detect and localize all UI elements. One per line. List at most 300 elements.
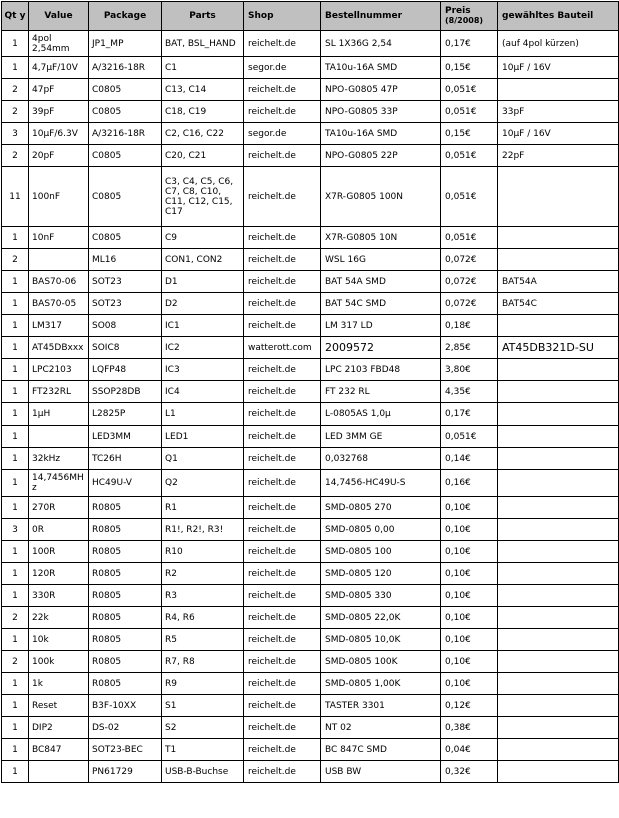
table-row xyxy=(2,31,619,57)
cell-parts: C18, C19 xyxy=(162,101,244,123)
cell-bestellnummer: NPO-G0805 33P xyxy=(321,101,441,123)
cell-gewaehltes-bauteil: AT45DB321D-SU xyxy=(498,337,619,359)
cell-parts: LED1 xyxy=(162,426,244,448)
cell-parts: C2, C16, C22 xyxy=(162,123,244,145)
table-row xyxy=(2,79,619,101)
cell-package: R0805 xyxy=(89,519,162,541)
cell-value: 330R xyxy=(29,585,89,607)
cell-value: 10µF/6.3V xyxy=(29,123,89,145)
cell-preis: 0,051€ xyxy=(441,145,498,167)
cell-shop: reichelt.de xyxy=(244,717,321,739)
cell-qty: 2 xyxy=(2,145,29,167)
cell-value: BAS70-06 xyxy=(29,271,89,293)
cell-shop: reichelt.de xyxy=(244,585,321,607)
cell-parts: IC4 xyxy=(162,381,244,403)
cell-value: LPC2103 xyxy=(29,359,89,381)
cell-package: DS-02 xyxy=(89,717,162,739)
cell-preis: 0,072€ xyxy=(441,293,498,315)
cell-bestellnummer: 2009572 xyxy=(321,337,441,359)
cell-gewaehltes-bauteil xyxy=(498,227,619,249)
cell-bestellnummer: SMD-0805 330 xyxy=(321,585,441,607)
table-row xyxy=(2,739,619,761)
cell-package: SSOP28DB xyxy=(89,381,162,403)
cell-bestellnummer: WSL 16G xyxy=(321,249,441,271)
cell-package: R0805 xyxy=(89,673,162,695)
cell-preis: 0,10€ xyxy=(441,629,498,651)
cell-gewaehltes-bauteil xyxy=(498,761,619,783)
cell-bestellnummer: 0,032768 xyxy=(321,448,441,470)
cell-value: 10nF xyxy=(29,227,89,249)
cell-gewaehltes-bauteil xyxy=(498,651,619,673)
cell-parts: IC1 xyxy=(162,315,244,337)
cell-shop: reichelt.de xyxy=(244,519,321,541)
cell-package: R0805 xyxy=(89,607,162,629)
cell-preis: 0,051€ xyxy=(441,79,498,101)
cell-bestellnummer: SMD-0805 120 xyxy=(321,563,441,585)
table-row xyxy=(2,695,619,717)
cell-bestellnummer: LPC 2103 FBD48 xyxy=(321,359,441,381)
cell-gewaehltes-bauteil: 22pF xyxy=(498,145,619,167)
cell-qty: 1 xyxy=(2,381,29,403)
cell-gewaehltes-bauteil xyxy=(498,695,619,717)
cell-package: C0805 xyxy=(89,101,162,123)
cell-parts: S2 xyxy=(162,717,244,739)
cell-package: TC26H xyxy=(89,448,162,470)
cell-value: 100k xyxy=(29,651,89,673)
cell-gewaehltes-bauteil: BAT54A xyxy=(498,271,619,293)
cell-value xyxy=(29,426,89,448)
cell-gewaehltes-bauteil xyxy=(498,541,619,563)
cell-shop: reichelt.de xyxy=(244,381,321,403)
cell-parts: R10 xyxy=(162,541,244,563)
header-preis-label: Preis xyxy=(445,6,471,16)
cell-preis: 0,15€ xyxy=(441,57,498,79)
cell-value: 100R xyxy=(29,541,89,563)
cell-shop: reichelt.de xyxy=(244,403,321,426)
cell-shop: segor.de xyxy=(244,123,321,145)
cell-gewaehltes-bauteil xyxy=(498,403,619,426)
cell-package: R0805 xyxy=(89,585,162,607)
cell-value: 1k xyxy=(29,673,89,695)
cell-qty: 3 xyxy=(2,123,29,145)
cell-bestellnummer: SMD-0805 100 xyxy=(321,541,441,563)
cell-value: 47pF xyxy=(29,79,89,101)
cell-preis: 0,04€ xyxy=(441,739,498,761)
cell-value: FT232RL xyxy=(29,381,89,403)
cell-gewaehltes-bauteil: 33pF xyxy=(498,101,619,123)
cell-value: AT45DBxxx xyxy=(29,337,89,359)
cell-shop: reichelt.de xyxy=(244,227,321,249)
cell-parts: D1 xyxy=(162,271,244,293)
cell-qty: 1 xyxy=(2,497,29,519)
header-preis xyxy=(441,2,498,31)
cell-value: BC847 xyxy=(29,739,89,761)
cell-preis: 0,14€ xyxy=(441,448,498,470)
cell-value: 4pol 2,54mm xyxy=(29,31,89,57)
header-gewaehltes-bauteil: gewähltes Bauteil xyxy=(498,2,619,31)
cell-value: 4,7µF/10V xyxy=(29,57,89,79)
table-row xyxy=(2,761,619,783)
table-row xyxy=(2,673,619,695)
cell-package: R0805 xyxy=(89,629,162,651)
header-preis-date: (8/2008) xyxy=(445,16,484,25)
cell-parts: USB-B-Buchse xyxy=(162,761,244,783)
cell-shop: reichelt.de xyxy=(244,79,321,101)
cell-bestellnummer: LM 317 LD xyxy=(321,315,441,337)
cell-preis: 0,10€ xyxy=(441,519,498,541)
cell-bestellnummer: SMD-0805 1,00K xyxy=(321,673,441,695)
cell-qty: 1 xyxy=(2,315,29,337)
cell-qty: 1 xyxy=(2,293,29,315)
cell-parts: D2 xyxy=(162,293,244,315)
cell-value: 39pF xyxy=(29,101,89,123)
table-row xyxy=(2,448,619,470)
cell-preis: 0,10€ xyxy=(441,541,498,563)
cell-bestellnummer: NT 02 xyxy=(321,717,441,739)
cell-bestellnummer: TA10u-16A SMD xyxy=(321,57,441,79)
cell-bestellnummer: TASTER 3301 xyxy=(321,695,441,717)
cell-bestellnummer: SMD-0805 100K xyxy=(321,651,441,673)
bom-table xyxy=(1,1,619,783)
cell-package: R0805 xyxy=(89,541,162,563)
cell-shop: reichelt.de xyxy=(244,541,321,563)
header-row xyxy=(2,2,619,31)
cell-value: LM317 xyxy=(29,315,89,337)
cell-gewaehltes-bauteil xyxy=(498,448,619,470)
cell-bestellnummer: SMD-0805 270 xyxy=(321,497,441,519)
cell-package: B3F-10XX xyxy=(89,695,162,717)
cell-gewaehltes-bauteil xyxy=(498,167,619,227)
table-row xyxy=(2,470,619,497)
table-row xyxy=(2,293,619,315)
cell-qty: 1 xyxy=(2,359,29,381)
cell-parts: R1!, R2!, R3! xyxy=(162,519,244,541)
cell-gewaehltes-bauteil xyxy=(498,381,619,403)
cell-qty: 1 xyxy=(2,448,29,470)
cell-package: PN61729 xyxy=(89,761,162,783)
cell-value: 270R xyxy=(29,497,89,519)
header-bestellnummer: Bestellnummer xyxy=(321,2,441,31)
cell-shop: reichelt.de xyxy=(244,167,321,227)
cell-value: 22k xyxy=(29,607,89,629)
cell-gewaehltes-bauteil xyxy=(498,585,619,607)
table-row xyxy=(2,629,619,651)
cell-parts: R9 xyxy=(162,673,244,695)
cell-value: 0R xyxy=(29,519,89,541)
cell-gewaehltes-bauteil xyxy=(498,497,619,519)
cell-parts: C1 xyxy=(162,57,244,79)
cell-gewaehltes-bauteil xyxy=(498,607,619,629)
cell-shop: reichelt.de xyxy=(244,629,321,651)
cell-shop: reichelt.de xyxy=(244,695,321,717)
table-row xyxy=(2,145,619,167)
table-row xyxy=(2,101,619,123)
cell-package: R0805 xyxy=(89,651,162,673)
cell-shop: reichelt.de xyxy=(244,470,321,497)
cell-shop: reichelt.de xyxy=(244,607,321,629)
cell-preis: 0,10€ xyxy=(441,563,498,585)
cell-bestellnummer: BAT 54C SMD xyxy=(321,293,441,315)
cell-parts: C20, C21 xyxy=(162,145,244,167)
cell-value xyxy=(29,249,89,271)
cell-qty: 1 xyxy=(2,563,29,585)
cell-value: DIP2 xyxy=(29,717,89,739)
table-row xyxy=(2,607,619,629)
cell-bestellnummer: BC 847C SMD xyxy=(321,739,441,761)
cell-preis: 0,32€ xyxy=(441,761,498,783)
cell-bestellnummer: X7R-G0805 100N xyxy=(321,167,441,227)
cell-qty: 1 xyxy=(2,629,29,651)
cell-gewaehltes-bauteil xyxy=(498,519,619,541)
cell-preis: 3,80€ xyxy=(441,359,498,381)
cell-qty: 1 xyxy=(2,426,29,448)
cell-preis: 0,072€ xyxy=(441,271,498,293)
cell-preis: 0,051€ xyxy=(441,167,498,227)
cell-bestellnummer: SMD-0805 0,00 xyxy=(321,519,441,541)
cell-bestellnummer: NPO-G0805 22P xyxy=(321,145,441,167)
cell-gewaehltes-bauteil xyxy=(498,470,619,497)
cell-bestellnummer: BAT 54A SMD xyxy=(321,271,441,293)
cell-gewaehltes-bauteil: 10µF / 16V xyxy=(498,123,619,145)
cell-package: R0805 xyxy=(89,563,162,585)
cell-value: 10k xyxy=(29,629,89,651)
cell-parts: Q1 xyxy=(162,448,244,470)
cell-package: A/3216-18R xyxy=(89,123,162,145)
cell-preis: 0,051€ xyxy=(441,227,498,249)
table-row xyxy=(2,519,619,541)
cell-package: ML16 xyxy=(89,249,162,271)
cell-qty: 1 xyxy=(2,673,29,695)
cell-value: 20pF xyxy=(29,145,89,167)
cell-gewaehltes-bauteil xyxy=(498,563,619,585)
cell-preis: 0,38€ xyxy=(441,717,498,739)
cell-preis: 0,16€ xyxy=(441,470,498,497)
cell-shop: reichelt.de xyxy=(244,359,321,381)
table-row xyxy=(2,123,619,145)
cell-bestellnummer: TA10u-16A SMD xyxy=(321,123,441,145)
cell-package: L2825P xyxy=(89,403,162,426)
cell-gewaehltes-bauteil xyxy=(498,79,619,101)
cell-value: 32kHz xyxy=(29,448,89,470)
cell-preis: 0,051€ xyxy=(441,101,498,123)
cell-qty: 1 xyxy=(2,470,29,497)
table-row xyxy=(2,337,619,359)
cell-preis: 0,10€ xyxy=(441,497,498,519)
cell-gewaehltes-bauteil xyxy=(498,739,619,761)
cell-shop: segor.de xyxy=(244,57,321,79)
cell-parts: C13, C14 xyxy=(162,79,244,101)
cell-qty: 11 xyxy=(2,167,29,227)
cell-parts: Q2 xyxy=(162,470,244,497)
table-row xyxy=(2,717,619,739)
cell-preis: 0,17€ xyxy=(441,403,498,426)
cell-qty: 2 xyxy=(2,79,29,101)
cell-gewaehltes-bauteil xyxy=(498,673,619,695)
cell-package: SOT23 xyxy=(89,293,162,315)
cell-bestellnummer: SMD-0805 22,0K xyxy=(321,607,441,629)
cell-package: SOT23-BEC xyxy=(89,739,162,761)
cell-qty: 2 xyxy=(2,249,29,271)
cell-qty: 2 xyxy=(2,651,29,673)
cell-shop: reichelt.de xyxy=(244,315,321,337)
cell-qty: 2 xyxy=(2,101,29,123)
cell-gewaehltes-bauteil: 10µF / 16V xyxy=(498,57,619,79)
cell-value: 14,7456MHz xyxy=(29,470,89,497)
cell-gewaehltes-bauteil xyxy=(498,629,619,651)
cell-gewaehltes-bauteil xyxy=(498,315,619,337)
cell-package: R0805 xyxy=(89,497,162,519)
cell-package: C0805 xyxy=(89,79,162,101)
cell-package: A/3216-18R xyxy=(89,57,162,79)
cell-bestellnummer: L-0805AS 1,0µ xyxy=(321,403,441,426)
table-row xyxy=(2,651,619,673)
cell-bestellnummer: X7R-G0805 10N xyxy=(321,227,441,249)
cell-package: C0805 xyxy=(89,227,162,249)
cell-preis: 0,10€ xyxy=(441,607,498,629)
cell-parts: R5 xyxy=(162,629,244,651)
cell-bestellnummer: SMD-0805 10,0K xyxy=(321,629,441,651)
cell-bestellnummer: 14,7456-HC49U-S xyxy=(321,470,441,497)
cell-qty: 1 xyxy=(2,403,29,426)
cell-qty: 2 xyxy=(2,607,29,629)
cell-bestellnummer: LED 3MM GE xyxy=(321,426,441,448)
cell-preis: 0,15€ xyxy=(441,123,498,145)
cell-gewaehltes-bauteil: (auf 4pol kürzen) xyxy=(498,31,619,57)
header-package: Package xyxy=(89,2,162,31)
cell-qty: 1 xyxy=(2,337,29,359)
cell-shop: reichelt.de xyxy=(244,739,321,761)
table-row xyxy=(2,249,619,271)
cell-parts: R2 xyxy=(162,563,244,585)
table-row xyxy=(2,315,619,337)
cell-qty: 3 xyxy=(2,519,29,541)
cell-shop: reichelt.de xyxy=(244,651,321,673)
cell-parts: R7, R8 xyxy=(162,651,244,673)
cell-preis: 0,10€ xyxy=(441,585,498,607)
cell-parts: T1 xyxy=(162,739,244,761)
cell-gewaehltes-bauteil: BAT54C xyxy=(498,293,619,315)
cell-gewaehltes-bauteil xyxy=(498,359,619,381)
table-row xyxy=(2,497,619,519)
cell-gewaehltes-bauteil xyxy=(498,249,619,271)
cell-qty: 1 xyxy=(2,57,29,79)
table-row xyxy=(2,271,619,293)
cell-bestellnummer: FT 232 RL xyxy=(321,381,441,403)
cell-package: LED3MM xyxy=(89,426,162,448)
cell-qty: 1 xyxy=(2,271,29,293)
table-row xyxy=(2,426,619,448)
cell-bestellnummer: SL 1X36G 2,54 xyxy=(321,31,441,57)
table-row xyxy=(2,541,619,563)
cell-shop: reichelt.de xyxy=(244,448,321,470)
table-row xyxy=(2,403,619,426)
table-row xyxy=(2,227,619,249)
cell-preis: 4,35€ xyxy=(441,381,498,403)
cell-preis: 0,18€ xyxy=(441,315,498,337)
cell-qty: 1 xyxy=(2,227,29,249)
cell-shop: reichelt.de xyxy=(244,145,321,167)
cell-package: LQFP48 xyxy=(89,359,162,381)
header-parts: Parts xyxy=(162,2,244,31)
cell-shop: reichelt.de xyxy=(244,101,321,123)
cell-package: HC49U-V xyxy=(89,470,162,497)
header-value: Value xyxy=(29,2,89,31)
cell-bestellnummer: NPO-G0805 47P xyxy=(321,79,441,101)
cell-preis: 0,072€ xyxy=(441,249,498,271)
table-row xyxy=(2,381,619,403)
cell-parts: CON1, CON2 xyxy=(162,249,244,271)
cell-shop: reichelt.de xyxy=(244,31,321,57)
cell-package: C0805 xyxy=(89,167,162,227)
cell-package: SO08 xyxy=(89,315,162,337)
cell-preis: 0,051€ xyxy=(441,426,498,448)
cell-package: SOIC8 xyxy=(89,337,162,359)
cell-package: SOT23 xyxy=(89,271,162,293)
table-row xyxy=(2,563,619,585)
cell-preis: 0,10€ xyxy=(441,673,498,695)
cell-value xyxy=(29,761,89,783)
cell-preis: 0,12€ xyxy=(441,695,498,717)
cell-package: JP1_MP xyxy=(89,31,162,57)
cell-value: 1µH xyxy=(29,403,89,426)
cell-parts: R4, R6 xyxy=(162,607,244,629)
cell-package: C0805 xyxy=(89,145,162,167)
cell-value: 120R xyxy=(29,563,89,585)
cell-bestellnummer: USB BW xyxy=(321,761,441,783)
cell-parts: R1 xyxy=(162,497,244,519)
cell-gewaehltes-bauteil xyxy=(498,717,619,739)
cell-parts: BAT, BSL_HAND xyxy=(162,31,244,57)
cell-qty: 1 xyxy=(2,739,29,761)
cell-qty: 1 xyxy=(2,585,29,607)
cell-value: Reset xyxy=(29,695,89,717)
cell-value: 100nF xyxy=(29,167,89,227)
cell-shop: reichelt.de xyxy=(244,293,321,315)
cell-qty: 1 xyxy=(2,31,29,57)
table-row xyxy=(2,585,619,607)
cell-parts: R3 xyxy=(162,585,244,607)
cell-parts: IC3 xyxy=(162,359,244,381)
cell-shop: reichelt.de xyxy=(244,761,321,783)
cell-shop: reichelt.de xyxy=(244,497,321,519)
cell-preis: 2,85€ xyxy=(441,337,498,359)
cell-shop: reichelt.de xyxy=(244,426,321,448)
cell-parts: L1 xyxy=(162,403,244,426)
cell-parts: S1 xyxy=(162,695,244,717)
cell-value: BAS70-05 xyxy=(29,293,89,315)
cell-shop: reichelt.de xyxy=(244,249,321,271)
cell-shop: reichelt.de xyxy=(244,563,321,585)
header-shop: Shop xyxy=(244,2,321,31)
cell-gewaehltes-bauteil xyxy=(498,426,619,448)
cell-shop: reichelt.de xyxy=(244,271,321,293)
cell-qty: 1 xyxy=(2,761,29,783)
cell-preis: 0,17€ xyxy=(441,31,498,57)
cell-shop: reichelt.de xyxy=(244,673,321,695)
cell-parts: IC2 xyxy=(162,337,244,359)
header-qty: Qt y xyxy=(2,2,29,31)
cell-shop: watterott.com xyxy=(244,337,321,359)
cell-qty: 1 xyxy=(2,695,29,717)
cell-preis: 0,10€ xyxy=(441,651,498,673)
table-row xyxy=(2,359,619,381)
cell-parts: C3, C4, C5, C6, C7, C8, C10, C11, C12, C15, C17 xyxy=(162,167,244,227)
table-row xyxy=(2,57,619,79)
table-row xyxy=(2,167,619,227)
cell-qty: 1 xyxy=(2,541,29,563)
bom-body xyxy=(2,31,619,783)
cell-qty: 1 xyxy=(2,717,29,739)
